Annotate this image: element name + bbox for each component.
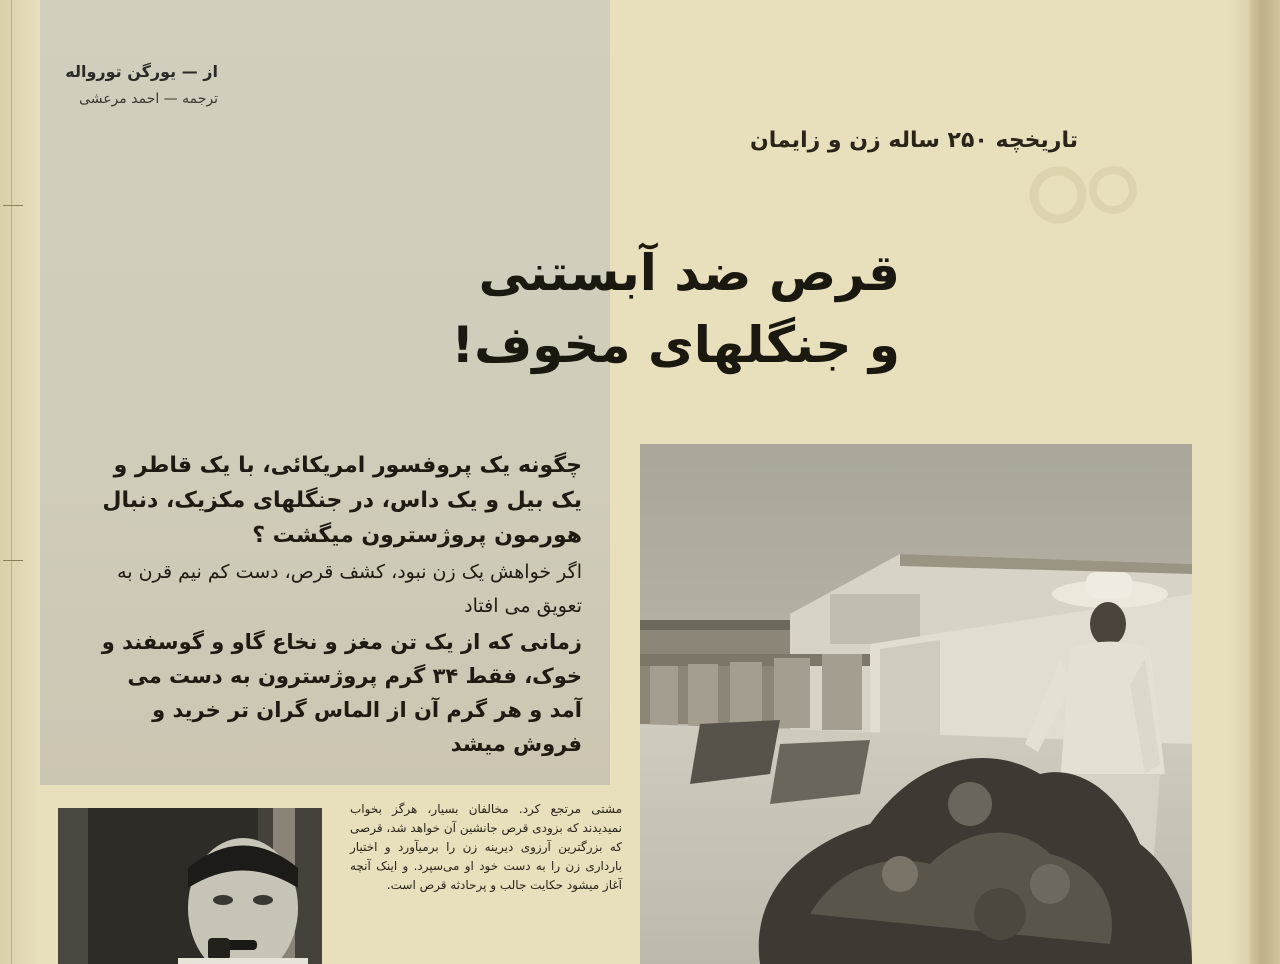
byline (65, 62, 218, 107)
body-text-column: مشتی مرتجع کرد. مخالفان بسیار، هرگز بخواب نمیدیدند که بزودی قرص جانشین آن خواهد شد، قرصی که بزرگترین آرزوی دیرینه زن را برمیآورد و اختیار بارداری زن را به دست خود او می‌سپرد. و اینک آنچه آغاز میشود حکایت جالب و پرحادثه قرص است. (350, 802, 622, 892)
binding-spine (1250, 0, 1280, 964)
headline-line-1: قرص ضد آبستنی (478, 244, 900, 302)
lead-fact: زمانی که از یک تن مغز و نخاع گاو و گوسفند و خوک، فقط ۳۴ گرم پروژسترون به دست می آمد و هر گرم آن از الماس گران تر خرید و فروش میشد (101, 630, 582, 756)
registration-tick (3, 560, 23, 561)
photo-man-with-plant-roots (640, 444, 1192, 964)
article-headline (420, 240, 900, 378)
page-edge-rule (11, 0, 12, 964)
section-kicker: تاریخچه ۲۵۰ ساله زن و زایمان (750, 128, 1078, 153)
headline-line-2: و جنگلهای مخوف! (451, 316, 900, 374)
lead-premise: اگر خواهش یک زن نبود، کشف قرص، دست کم نیم قرن به تعویق می افتاد (117, 561, 582, 617)
author-portrait-photo (58, 808, 322, 964)
portrait-man-with-pipe (58, 808, 322, 964)
main-photo (640, 444, 1192, 964)
lead-question: چگونه یک پروفسور امریکائی، با یک قاطر و یک بیل و یک داس، در جنگلهای مکزیک، دنبال هورمون پروژسترون میگشت ؟ (102, 453, 582, 548)
registration-tick (3, 205, 23, 206)
faded-ornament-icon (1018, 160, 1148, 230)
translator-credit: ترجمه — احمد مرعشی (79, 91, 218, 107)
author-credit: از — یورگن تورواله (65, 62, 218, 81)
lead-paragraph (92, 448, 582, 761)
